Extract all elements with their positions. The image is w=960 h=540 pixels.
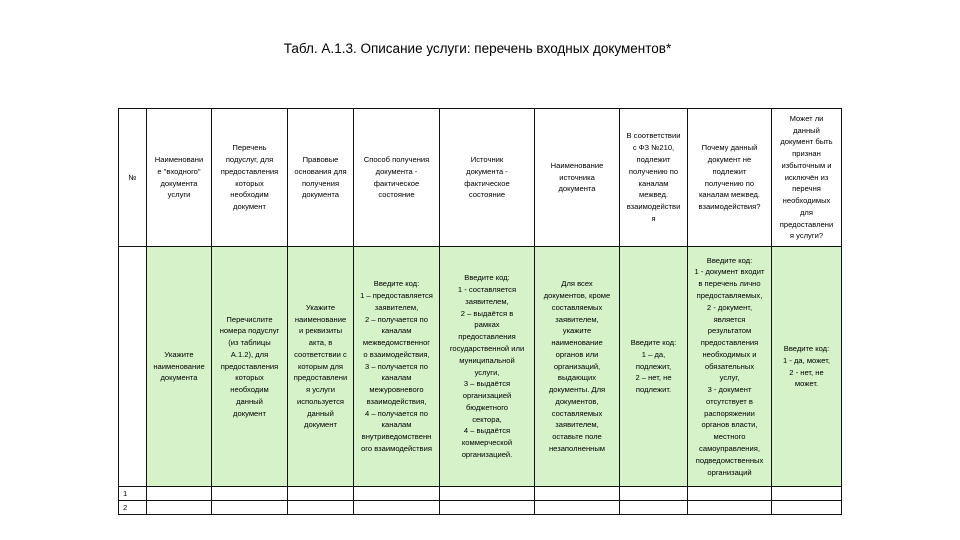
instruction-source[interactable]: Введите код: 1 - составляется заявителем, 2 – выдаётся в рамках предоставления государственной или муниципальной услуги, 3 – выдаётся организацией бюджетного сектора, 4 – выдаётся коммерческой организацией. [440, 247, 535, 487]
table-cell[interactable] [772, 501, 842, 515]
header-legal-basis: Правовые основания для получения документа [288, 109, 354, 247]
table-cell[interactable] [147, 501, 212, 515]
header-obtain-method: Способ получения документа - фактическое состояние [354, 109, 440, 247]
header-fz210: В соответствии с ФЗ №210, подлежит получению по каналам межвед. взаимодействи я [620, 109, 688, 247]
header-row [119, 109, 842, 247]
row-number: 2 [119, 501, 147, 515]
table-cell[interactable] [772, 487, 842, 501]
instruction-obtain-method[interactable]: Введите код: 1 – предоставляется заявителем, 2 – получается по каналам межведомственног о взаимодействия, 3 – получается по каналам межуровневого взаимодействия, 4 – получается по каналам внутриведомственн ого взаимодействия [354, 247, 440, 487]
table-cell[interactable] [688, 487, 772, 501]
header-redundant: Может ли данный документ быть признан избыточным и исключён из перечня необходимых для предоставлени я услуги? [772, 109, 842, 247]
instruction-why-not[interactable]: Введите код: 1 - документ входит в перечень лично предоставляемых, 2 - документ, является результатом предоставления необходимых и обязательных услуг, 3 - документ отсутствует в распоряжении органов власти, местного самоуправления, подведомственных организаций [688, 247, 772, 487]
header-document-name: Наименовани е "входного" документа услуги [147, 109, 212, 247]
instruction-subservices[interactable]: Перечислите номера подуслуг (из таблицы А.1.2), для предоставления которых необходим данный документ [212, 247, 288, 487]
table-cell[interactable] [440, 501, 535, 515]
instruction-redundant[interactable]: Введите код: 1 - да, может, 2 - нет, не может. [772, 247, 842, 487]
table-cell[interactable] [147, 487, 212, 501]
header-source-name: Наименование источника документа [535, 109, 620, 247]
instruction-legal-basis[interactable]: Укажите наименование и реквизиты акта, в соответствии с которым для предоставлени я услуги используется данный документ [288, 247, 354, 487]
header-number: № [119, 109, 147, 247]
header-subservices: Перечень подуслуг, для предоставления которых необходим документ [212, 109, 288, 247]
header-why-not: Почему данный документ не подлежит получению по каналам межвед. взаимодействия? [688, 109, 772, 247]
table-cell[interactable] [620, 501, 688, 515]
table-row [119, 487, 842, 501]
instruction-fz210[interactable]: Введите код: 1 – да, подлежит, 2 – нет, не подлежит. [620, 247, 688, 487]
row-number: 1 [119, 487, 147, 501]
table-cell[interactable] [535, 501, 620, 515]
table-cell[interactable] [440, 487, 535, 501]
table-cell[interactable] [354, 501, 440, 515]
table-cell[interactable] [535, 487, 620, 501]
table-cell[interactable] [620, 487, 688, 501]
table-cell[interactable] [354, 487, 440, 501]
instruction-document-name[interactable]: Укажите наименование документа [147, 247, 212, 487]
instruction-source-name[interactable]: Для всех документов, кроме составляемых заявителем, укажите наименование органов или организаций, выдающих документы. Для документов, составляемых заявителем, оставьте поле незаполненным [535, 247, 620, 487]
page-title: Табл. А.1.3. Описание услуги: перечень входных документов* [283, 41, 672, 56]
input-documents-table [118, 108, 842, 515]
header-source: Источник документа - фактическое состояние [440, 109, 535, 247]
instruction-row [119, 247, 842, 487]
table-cell[interactable] [288, 501, 354, 515]
table-cell[interactable] [212, 501, 288, 515]
table-row [119, 501, 842, 515]
table-cell[interactable] [688, 501, 772, 515]
instruction-number [119, 247, 147, 487]
table-cell[interactable] [212, 487, 288, 501]
table-cell[interactable] [288, 487, 354, 501]
